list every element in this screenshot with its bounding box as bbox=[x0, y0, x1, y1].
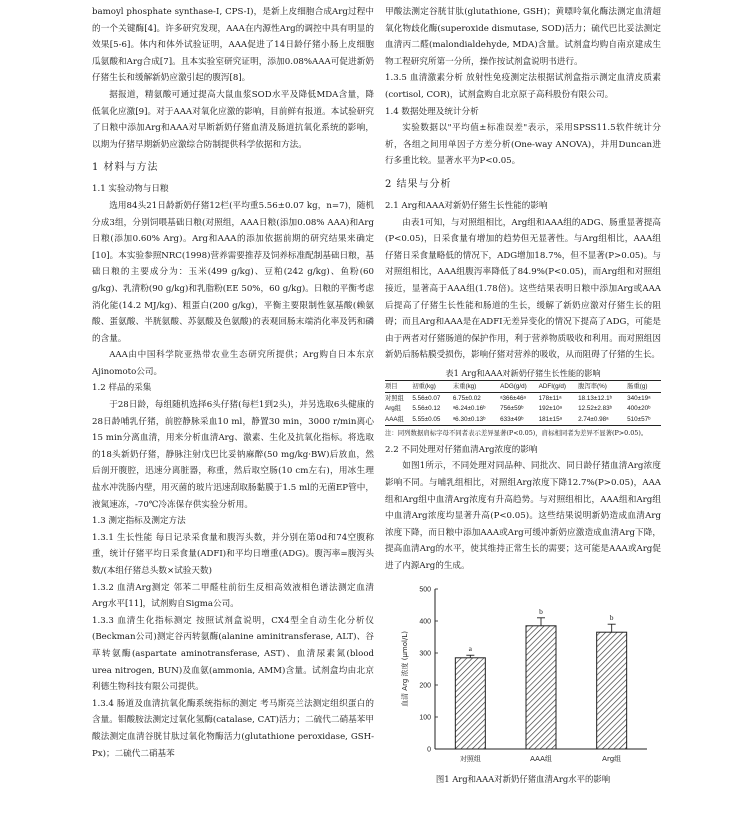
table-cell: ᵃ6.24±0.16ᵇ bbox=[452, 405, 486, 413]
paragraph-intro-1: bamoyl phosphate synthase-Ⅰ, CPS-Ⅰ)，是新上皮细胞合成Arg过程中的一个关键酶[4]。许多研究发现，AAA在内源性Arg的调控中具有明显的效果[5-6]。体内和体外试验证明，AAA促进了14日龄仔猪小肠上皮细胞瓜氨酸和Arg合成[7]。且本实验室研究证明，添加0.08%AAA可促进新奶仔猪生长和缓解新奶应激引起的腹泻[8]。 bbox=[92, 7, 374, 84]
figure-1-caption: 图1 Arg和AAA对新奶仔猪血清Arg水平的影响 bbox=[435, 773, 611, 784]
y-tick-label: 0 bbox=[427, 746, 431, 754]
table-cell: 192±10ᵃ bbox=[538, 405, 562, 413]
table-header-cell: 末重(kg) bbox=[453, 380, 500, 393]
paragraph-2-2: 如图1所示，不同处理对同品种、同批次、同日龄仔猪血清Arg浓度影响不同。与哺乳组相比，对照组Arg浓度下降12.7%(P>0.05)，AAA组和Arg组中血清Arg浓度有升高趋势。与对照组相比，AAA组和Arg组中血清Arg浓度均显著升高(P<0.05)。这些结果说明新奶造成血清Arg浓度下降，而日粮中添加AAA或Arg可缓冲新奶应激造成血清Arg下降，提高血清Arg的水平，使其维持正常生长的需要；这可能是AAA或Arg促进了内源Arg的生成。 bbox=[385, 461, 661, 572]
table-cell: 400±20ᵇ bbox=[627, 405, 651, 413]
table-cell: 181±15ᵃ bbox=[539, 414, 579, 425]
table-cell: 633±49ᵇ bbox=[500, 414, 538, 425]
table-cell: 5.56±0.12 bbox=[412, 405, 441, 413]
table-cell: 18.13±12.1ᵇ bbox=[578, 394, 613, 402]
paragraph-right-top: 甲酸法测定谷胱甘肽(glutathione, GSH)；黄嘌呤氧化酶法测定血清超氧化物歧化酶(superoxide dismutase, SOD)活力；硫代巴比妥法测定血清丙二醛(malondialdehyde, MDA)含量。试剂盒均购自南京建成生物工程研究所第一分所，操作按试剂盒说明书进行。 bbox=[385, 7, 661, 67]
table-cell: 对照组 bbox=[385, 394, 404, 402]
left-column bbox=[92, 4, 374, 762]
table-cell: 510±57ᵇ bbox=[627, 414, 661, 425]
bar-chart bbox=[385, 581, 661, 771]
table-header-cell: 项目 bbox=[385, 380, 412, 393]
table-cell: Arg组 bbox=[385, 405, 402, 413]
table-row bbox=[385, 414, 661, 425]
section-2-2-title: 2.2 不同处理对仔猪血清Arg浓度的影响 bbox=[385, 444, 538, 455]
section-2-1-title: 2.1 Arg和AAA对新奶仔猪生长性能的影响 bbox=[385, 200, 548, 211]
section-1-4-title: 1.4 数据处理及统计分析 bbox=[385, 106, 479, 117]
paragraph-1-3-4: 1.3.4 肠道及血清抗氧化酶系统指标的测定 考马斯亮兰法测定组织蛋白的含量。钼酸胺法测定过氧化氢酶(catalase, CAT)活力；二硫代二硝基苯甲酸法测定血清谷胱甘肽过氧化物酶活力(glutathione peroxidase, GSH-Px)；二硫代二硝基苯 bbox=[92, 698, 374, 759]
table-header-cell: ADG(g/d) bbox=[500, 380, 538, 393]
table-cell: 6.75±0.02 bbox=[452, 394, 481, 402]
paragraph-2-1: 由表1可知，与对照组相比，Arg组和AAA组的ADG、肠重显著提高(P<0.05)，日采食量有增加的趋势但无显著性。与Arg组相比，AAA组仔猪日采食量略低的情况下，ADG增加18.7%，但不显著(P>0.05)。与对照组相比，AAA组腹泻率降低了84.9%(P<0.05)，而Arg组和对照组接近，显著高于AAA组(1.78倍)。这些结果表明日粮中添加Arg或AAA后提高了仔猪生长性能和肠道的生长，缓解了新奶应激对仔猪生长的阻碍；而且Arg和AAA是在ADFI无差异变化的情况下提高了ADG，可能是由于两者对仔猪肠道的保护作用，利于营养物质吸收和利用。而对照组因新奶后肠粘膜受损伤，影响仔猪对营养的吸收，从而阻碍了仔猪的生长。 bbox=[385, 217, 661, 361]
table-1-note: 注：同列数据肩标字母不同者表示差异显著(P<0.05)，肩标相同者为差异不显著(P>0.05)。 bbox=[385, 428, 648, 437]
paragraph-intro-2: 据报道，精氨酸可通过提高大鼠血浆SOD水平及降低MDA含量，降低氧化应激[9]。对于AAA对氧化应激的影响，目前鲜有报道。本试验研究了日粮中添加Arg和AAA对早断新奶仔猪血清及肠道抗氧化系统的影响，以期为仔猪早期新奶应激综合防制提供科学依据和方法。 bbox=[92, 89, 374, 150]
bar-2 bbox=[597, 632, 627, 749]
table-header-cell: 肠重(g) bbox=[627, 380, 661, 393]
table-header-row bbox=[385, 380, 661, 393]
section-1-1-title: 1.1 实验动物与日粮 bbox=[92, 184, 169, 195]
y-axis-label: 血清 Arg 浓度 (μmol/L) bbox=[401, 630, 409, 707]
x-category-label: AAA组 bbox=[530, 754, 552, 763]
table-cell: AAA组 bbox=[385, 414, 412, 425]
table-header-cell: ADFI(g/d) bbox=[539, 380, 579, 393]
table-cell: 178±11ᵃ bbox=[538, 394, 562, 402]
paragraph-1-3-2: 1.3.2 血清Arg测定 邻苯二甲醛柱前衍生反相高效液相色谱法测定血清Arg水平[11]，试剂购自Sigma公司。 bbox=[92, 582, 374, 610]
paragraph-1-3-5: 1.3.5 血清激素分析 放射性免疫测定法根据试剂盒指示测定血清皮质素(cortisol, COR)，试剂盒购自北京原子高科股份有限公司。 bbox=[385, 73, 661, 100]
significance-letter: b bbox=[609, 612, 614, 622]
x-category-label: Arg组 bbox=[602, 754, 622, 763]
table-cell: 2.74±0.98ᵃ bbox=[578, 414, 627, 425]
section-2-title: 2 结果与分析 bbox=[385, 178, 452, 190]
table-1 bbox=[385, 380, 661, 426]
table-cell: 340±19ᵃ bbox=[627, 394, 651, 402]
table-cell: 12.52±2.83ᵇ bbox=[578, 405, 613, 413]
section-1-title: 1 材料与方法 bbox=[92, 162, 159, 174]
table-header-cell: 腹泻率(%) bbox=[578, 380, 627, 393]
table-cell: 756±59ᵇ bbox=[500, 405, 524, 413]
paragraph-1-2: 于28日龄，每组随机选择6头仔猪(每栏1到2头)，并另选取6头健康的28日龄哺乳仔猪，前腔静脉采血10 ml，静置30 min，3000 r/min离心15 min分离血清，用来分析血清Arg、激素、生化及抗氧化指标。将选取的18头新奶仔猪，静脉注射戊巴比妥钠麻醉(50 mg/kg·BW)后放血，然后剖开腹腔，迅速分离脏器，称重，然后取空肠(10 cm左右)，用冰生理盐水冲洗肠内壁，用灭菌的玻片迅速刮取肠黏膜于1.5 ml的无菌EP管中，液氮速冻，-70℃冷冻保存供实验分析用。 bbox=[92, 400, 374, 510]
bar-1 bbox=[526, 625, 556, 748]
bar-0 bbox=[455, 657, 485, 748]
y-tick-label: 200 bbox=[419, 682, 431, 690]
table-cell: ᵃ366±46ᵃ bbox=[500, 394, 526, 402]
significance-letter: a bbox=[468, 643, 473, 653]
table-row bbox=[385, 393, 661, 404]
table-1-title: 表1 Arg和AAA对新奶仔猪生长性能的影响 bbox=[445, 367, 601, 378]
x-category-label: 对照组 bbox=[459, 754, 481, 763]
y-tick-label: 300 bbox=[419, 650, 431, 658]
paragraph-1-1-b: AAA由中国科学院亚热带农业生态研究所提供；Arg购自日本东京Ajinomoto公司。 bbox=[92, 350, 374, 377]
significance-letter: b bbox=[539, 606, 543, 616]
paragraph-1-3-1: 1.3.1 生长性能 每日记录采食量和腹泻头数，并分别在第0d和74空腹称重，统计仔猪平均日采食量(ADFI)和平均日增重(ADG)。腹泻率=腹泻头数/(本组仔猪总头数×试验天数) bbox=[92, 532, 374, 576]
y-tick-label: 100 bbox=[419, 714, 431, 722]
right-column bbox=[385, 4, 661, 785]
table-cell: 5.55±0.05 bbox=[412, 414, 452, 425]
section-1-3-title: 1.3 测定指标及测定方法 bbox=[92, 516, 186, 527]
paragraph-1-1-a: 选用84头21日龄新奶仔猪12栏(平均重5.56±0.07 kg，n=7)，随机分成3组，分别饲喂基础日粮(对照组，AAA日粮(添加0.08% AAA)和Arg日粮(添加0.60% Arg)。Arg和AAA的添加依据前期的研究结果来确定[10]。本实验参照NRC(1998)营养需要推荐及饲养标准配制基础日粮，基础日粮的主要成分为：玉米(499 g/kg)、豆粕(242 g/kg)、鱼粉(60 g/kg)、乳清粉(90 g/kg)和乳脂粉(EE 50%，60 g/kg)。日粮的平衡考虑消化能(14.2 MJ/kg)、粗蛋白(200 g/kg)，平衡主要限制性氨基酸(赖氨酸、蛋氨酸、半胱氨酸、苏氨酸及色氨酸)的表观回肠末端消化率及钙和磷的含量。 bbox=[92, 200, 374, 344]
table-cell: ᵃ6.30±0.13ᵇ bbox=[453, 414, 500, 425]
table-cell: 5.56±0.07 bbox=[412, 394, 441, 402]
table-header-cell: 初重(kg) bbox=[412, 380, 452, 393]
paragraph-1-4: 实验数据以"平均值±标准误差"表示，采用SPSS11.5软件统计分析，各组之间用单因子方差分析(One-way ANOVA)，并用Duncan进行多重比较。显著水平为P<0.05。 bbox=[385, 123, 661, 167]
y-tick-label: 400 bbox=[419, 618, 431, 626]
section-1-2-title: 1.2 样品的采集 bbox=[92, 383, 152, 394]
paragraph-1-3-3: 1.3.3 血清生化指标测定 按照试剂盒说明，CX4型全自动生化分析仪(Beckman公司)测定谷丙转氨酶(alanine aminitransferase, ALT)、谷草转氨酶(aspartate aminotransferase, AST)、血清尿素氮(blood urea nitrogen, BUN)及血氨(ammonia, AMM)含量。试剂盒均由北京利德生物科技有限公司提供。 bbox=[92, 615, 374, 693]
figure-1-chart bbox=[385, 581, 661, 771]
y-tick-label: 500 bbox=[419, 586, 431, 594]
table-row bbox=[385, 404, 661, 415]
